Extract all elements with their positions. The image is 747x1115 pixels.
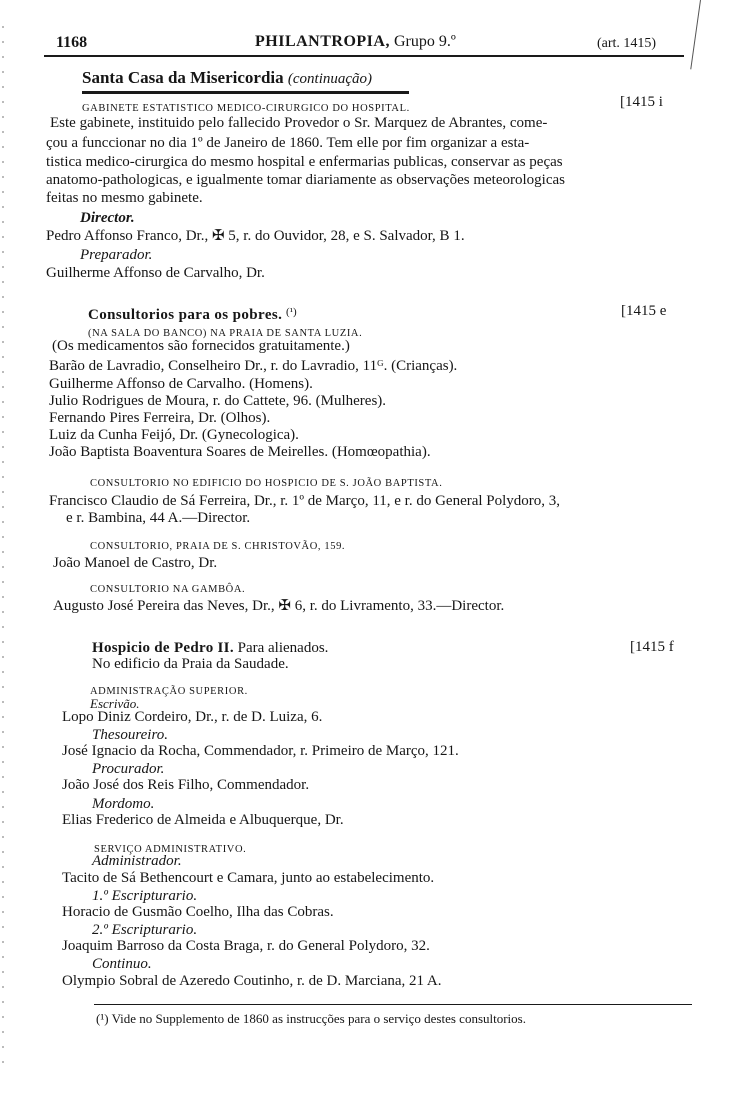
escripturario-2-entry: Joaquim Barroso da Costa Braga, r. do General Polydoro, 32. [62, 938, 430, 954]
servico-heading: SERVIÇO ADMINISTRATIVO. [94, 844, 247, 855]
hospicio-consultorio-heading: CONSULTORIO NO EDIFICIO DO HOSPICIO DE S. JOÃO BAPTISTA. [90, 478, 443, 489]
consultorio-doctor: Barão de Lavradio, Conselheiro Dr., r. do Lavradio, 11ᴳ. (Crianças). [49, 358, 458, 374]
mordomo-entry: Elias Frederico de Almeida e Albuquerque, Dr. [62, 812, 344, 828]
consultorios-free-note: (Os medicamentos são fornecidos gratuitamente.) [52, 338, 350, 354]
director-label: Director. [80, 210, 135, 226]
footnote-marker: (¹) [286, 306, 297, 318]
running-title-group: Grupo 9.º [393, 33, 456, 50]
hospicio-location: No edificio da Praia da Saudade. [92, 656, 289, 672]
escripturario-1-label: 1.º Escripturario. [92, 888, 198, 904]
scan-margin-speckle [2, 20, 4, 1070]
page-number: 1168 [56, 34, 88, 51]
footnote: (¹) Vide no Supplemento de 1860 as instrucções para o serviço destes consultorios. [96, 1011, 526, 1026]
gabinete-line-1: Este gabinete, instituido pelo fallecido Provedor o Sr. Marquez de Abrantes, come- [50, 115, 548, 131]
gabinete-heading: GABINETE ESTATISTICO MEDICO-CIRURGICO DO HOSPITAL. [82, 103, 410, 114]
preparador-entry: Guilherme Affonso de Carvalho, Dr. [46, 265, 265, 281]
gabinete-line-4: anatomo-pathologicas, e igualmente tomar diariamente as observações meteorologicas [46, 172, 565, 188]
footnote-rule [94, 1004, 692, 1005]
santa-casa-heading [82, 69, 372, 88]
continuation-note: (continuação) [287, 71, 373, 87]
thesoureiro-entry: José Ignacio da Rocha, Commendador, r. Primeiro de Março, 121. [62, 743, 459, 759]
escrivao-label: Escrivão. [90, 696, 140, 711]
hospicio-ref: [1415 f [630, 639, 674, 655]
gabinete-line-2: çou a funccionar no dia 1º de Janeiro de 1860. Tem elle por fim organizar a esta- [46, 135, 530, 151]
consultorios-heading [88, 304, 297, 324]
admin-superior-heading: ADMINISTRAÇÃO SUPERIOR. [90, 686, 248, 697]
escripturario-2-label: 2.º Escripturario. [92, 922, 198, 938]
thesoureiro-label: Thesoureiro. [92, 727, 168, 743]
scan-edge-line [690, 0, 701, 69]
consultorios-ref: [1415 e [621, 303, 667, 319]
consultorio-doctor: Guilherme Affonso de Carvalho. (Homens). [49, 376, 313, 392]
hospicio-consultorio-entry-2: e r. Bambina, 44 A.—Director. [66, 510, 251, 526]
administrador-label: Administrador. [92, 853, 182, 869]
christovao-doctor: João Manoel de Castro, Dr. [53, 555, 218, 571]
hospicio-heading [92, 640, 328, 657]
consultorios-title: Consultorios para os pobres. [88, 307, 283, 323]
administrador-entry: Tacito de Sá Bethencourt e Camara, junto ao estabelecimento. [62, 870, 435, 886]
consultorio-doctor: Fernando Pires Ferreira, Dr. (Olhos). [49, 410, 271, 426]
gabinete-line-5: feitas no mesmo gabinete. [46, 190, 203, 206]
running-title [255, 33, 456, 50]
hospicio-title: Hospicio de Pedro II. [92, 640, 234, 656]
hospicio-consultorio-entry-1: Francisco Claudio de Sá Ferreira, Dr., r. 1º de Março, 11, e r. do General Polydoro, 3, [49, 493, 561, 509]
santa-casa-title: Santa Casa da Misericordia [82, 68, 284, 87]
continuo-entry: Olympio Sobral de Azeredo Coutinho, r. de D. Marciana, 21 A. [62, 973, 442, 989]
continuo-label: Continuo. [92, 956, 152, 972]
article-range: (art. 1415) [597, 36, 657, 51]
gamboa-heading: CONSULTORIO NA GAMBÔA. [90, 584, 246, 595]
gabinete-ref: [1415 i [620, 94, 663, 110]
consultorio-doctor: Julio Rodrigues de Moura, r. do Cattete, 96. (Mulheres). [49, 393, 387, 409]
escripturario-1-entry: Horacio de Gusmão Coelho, Ilha das Cobras. [62, 904, 334, 920]
hospicio-purpose: Para alienados. [237, 640, 329, 656]
procurador-entry: João José dos Reis Filho, Commendador. [62, 777, 310, 793]
preparador-label: Preparador. [80, 247, 153, 263]
mordomo-label: Mordomo. [92, 796, 155, 812]
running-title-main: PHILANTROPIA, [255, 33, 390, 50]
christovao-heading: CONSULTORIO, PRAIA DE S. CHRISTOVÃO, 159. [90, 541, 346, 552]
gamboa-doctor: Augusto José Pereira das Neves, Dr., ✠ 6, r. do Livramento, 33.—Director. [53, 598, 505, 614]
procurador-label: Procurador. [92, 761, 165, 777]
consultorios-location: (NA SALA DO BANCO) NA PRAIA DE SANTA LUZIA. [88, 328, 363, 339]
consultorio-doctor: Luiz da Cunha Feijó, Dr. (Gynecologica). [49, 427, 299, 443]
consultorio-doctor: João Baptista Boaventura Soares de Meirelles. (Homœopathia). [49, 444, 431, 460]
santa-casa-rule [82, 91, 409, 94]
escrivao-entry: Lopo Diniz Cordeiro, Dr., r. de D. Luiza, 6. [62, 709, 323, 725]
header-rule [44, 55, 684, 57]
gabinete-line-3: tistica medico-cirurgica do mesmo hospital e enfermarias publicas, conservar as peças [46, 154, 563, 170]
director-entry: Pedro Affonso Franco, Dr., ✠ 5, r. do Ouvidor, 28, e S. Salvador, B 1. [46, 228, 465, 244]
